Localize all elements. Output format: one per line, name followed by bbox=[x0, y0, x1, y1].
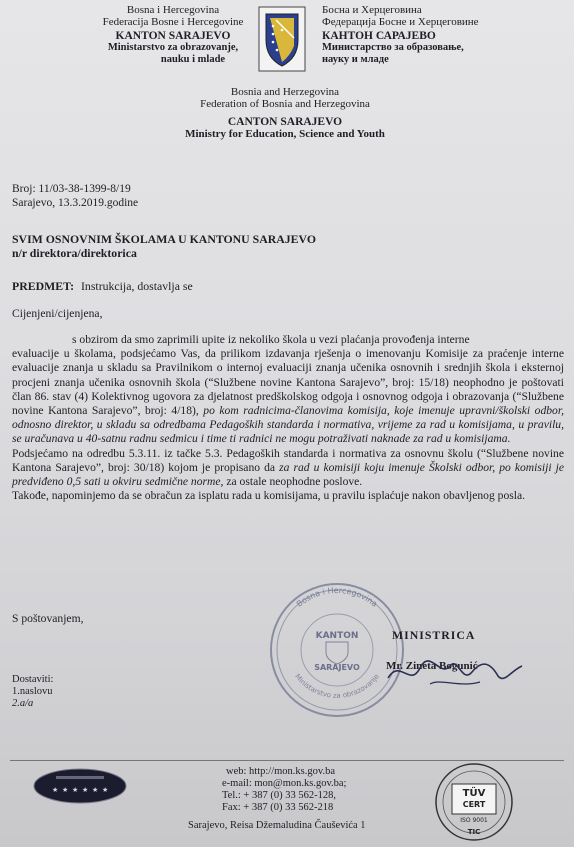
paragraph-1-italic: po kom radnicima-članovima komisija, koje imenuje upravni/školski odbor, odnosno direktor, u skladu sa odredbama Pedagoških standarda i normativa, vrijeme za rad u komisijama, u pravilu, se uračunava u 40-satnu radnu sedmicu i time ti radnici ne mogu potraživati naknade za rad u komisijama. bbox=[12, 404, 564, 446]
footer-fax: Fax: + 387 (0) 33 562-218 bbox=[222, 802, 334, 813]
svg-text:★: ★ bbox=[52, 786, 59, 794]
paragraph-2-italic: za rad u komisiji koju imenuje Školski odbor, po komisiji je predviđeno 0,5 sati u okviru sedmične norme, bbox=[12, 460, 564, 489]
cert-tic: TIC bbox=[467, 828, 481, 836]
greeting: Cijenjeni/cijenjena, bbox=[12, 307, 103, 320]
header-right-ministry-2: науку и младе bbox=[322, 54, 389, 65]
header-english-canton: CANTON SARAJEVO bbox=[227, 116, 343, 128]
signer-name: Mr. Zineta Bogunić bbox=[386, 660, 478, 672]
header-right-canton: КАНТОН САРАЈЕВО bbox=[322, 30, 436, 42]
header-english-country: Bosnia and Herzegovina bbox=[230, 86, 340, 98]
document-place-date: Sarajevo, 13.3.2019.godine bbox=[12, 197, 139, 209]
cert-iso: ISO 9001 bbox=[460, 817, 488, 824]
distribution-item-2: 2.a/a bbox=[12, 698, 34, 709]
paragraph-2 bbox=[12, 447, 564, 490]
header-left-ministry-1: Ministarstvo za obrazovanje, bbox=[107, 42, 239, 53]
footer-web: web: http://mon.ks.gov.ba bbox=[226, 766, 335, 777]
cert-brand: TÜV bbox=[462, 788, 486, 799]
paragraph-2-end: za ostale neophodne poslove. bbox=[226, 475, 363, 489]
document-number: Broj: 11/03-38-1399-8/19 bbox=[12, 183, 131, 195]
eu-stars-badge bbox=[32, 766, 128, 806]
svg-text:★: ★ bbox=[92, 786, 99, 794]
subject-label: PREDMET: bbox=[12, 279, 75, 293]
recipient-attention: n/r direktora/direktorica bbox=[12, 246, 137, 260]
cert-word: CERT bbox=[462, 800, 486, 809]
svg-text:★: ★ bbox=[62, 786, 69, 794]
header-english-ministry: Ministry for Education, Science and Youth bbox=[185, 128, 385, 140]
footer-divider bbox=[10, 760, 564, 761]
tuv-cert-badge bbox=[430, 762, 518, 842]
header-left-country: Bosna i Hercegovina bbox=[126, 4, 220, 16]
header-right-country: Босна и Херцеговина bbox=[322, 4, 422, 16]
stamp-kanton: KANTON bbox=[315, 631, 359, 641]
reference-block bbox=[12, 182, 138, 210]
header-left-canton: KANTON SARAJEVO bbox=[115, 30, 231, 42]
coat-of-arms-logo bbox=[258, 6, 306, 72]
paragraph-1-text: evaluacije u školama, podsjećamo Vas, da prilikom izdavanja rješenja o imenovanju Komisije za praćenje interne evaluacije znanja u skladu sa Pravilnikom o internoj evaluaciji znanja učenika osnovnih i srednjih škola i eksternoj procjeni znanja učenika osnovnih škola (“Službene novine Kantona Sarajevo”, broj: 15/18) neophodno je poštovati član 86. stav (4) Kolektivnog ugovora za djelatnost predškolskog odgoja i osnovnog odgoja i obrazovanja (“Službene novine Kantona Sarajevo”, broj: 4/18), bbox=[12, 347, 564, 418]
header-right-federation: Федерација Босне и Херцеговине bbox=[322, 16, 479, 28]
stamp-top-text: Bosna i Hercegovina bbox=[294, 585, 380, 609]
distribution-label: Dostaviti: bbox=[12, 674, 54, 685]
handwritten-signature bbox=[380, 648, 530, 694]
letter-body bbox=[12, 333, 564, 503]
paragraph-1 bbox=[12, 347, 564, 446]
svg-text:★: ★ bbox=[102, 786, 109, 794]
header-left-ministry-2: nauku i mlade bbox=[160, 54, 226, 65]
subject-line bbox=[12, 279, 193, 294]
header-left-federation: Federacija Bosne i Hercegovine bbox=[102, 16, 244, 28]
subject-text: Instrukcija, dostavlja se bbox=[81, 279, 193, 293]
signer-title: MINISTRICA bbox=[392, 628, 476, 642]
footer-contacts bbox=[218, 766, 346, 814]
recipient-block bbox=[12, 232, 316, 260]
header-right bbox=[322, 4, 479, 66]
footer-tel: Tel.: + 387 (0) 33 562-128, bbox=[222, 790, 336, 801]
svg-text:Bosna i Hercegovina bbox=[295, 586, 379, 609]
header-left bbox=[98, 4, 248, 66]
footer-address: Sarajevo, Reisa Džemaludina Čauševića 1 bbox=[188, 820, 366, 831]
paragraph-2-text: Podsjećamo na odredbu 5.3.11. iz tačke 5.3. Pedagoških standarda i normativa za osnovnu školu (“Službene novine Kantona Sarajevo”, broj: 30/18) kojom je propisano da bbox=[12, 446, 564, 474]
distribution-list bbox=[12, 674, 53, 710]
svg-text:★: ★ bbox=[72, 786, 79, 794]
paragraph-3: Takođe, napominjemo da se obračun za isplatu rada u komisijama, u pravilu isplaćuje nakon obavljenog posla. bbox=[12, 489, 526, 503]
stamp-bottom-text: Ministarstvo za obrazovanje bbox=[293, 672, 381, 700]
svg-text:★: ★ bbox=[82, 786, 89, 794]
closing: S poštovanjem, bbox=[12, 612, 84, 625]
stamp-sarajevo: SARAJEVO bbox=[314, 663, 360, 672]
paragraph-1-first-line: s obzirom da smo zaprimili upite iz nekoliko škola u vezi plaćanja provođenja interne bbox=[72, 333, 470, 346]
footer-email: e-mail: mon@mon.ks.gov.ba; bbox=[222, 778, 347, 789]
header-english-federation: Federation of Bosnia and Herzegovina bbox=[200, 98, 370, 110]
header-right-ministry-1: Министарство за образовање, bbox=[322, 42, 464, 53]
recipient-schools: SVIM OSNOVNIM ŠKOLAMA U KANTONU SARAJEVO bbox=[12, 232, 316, 246]
distribution-item-1: 1.naslovu bbox=[12, 686, 53, 697]
header-english bbox=[140, 86, 430, 140]
